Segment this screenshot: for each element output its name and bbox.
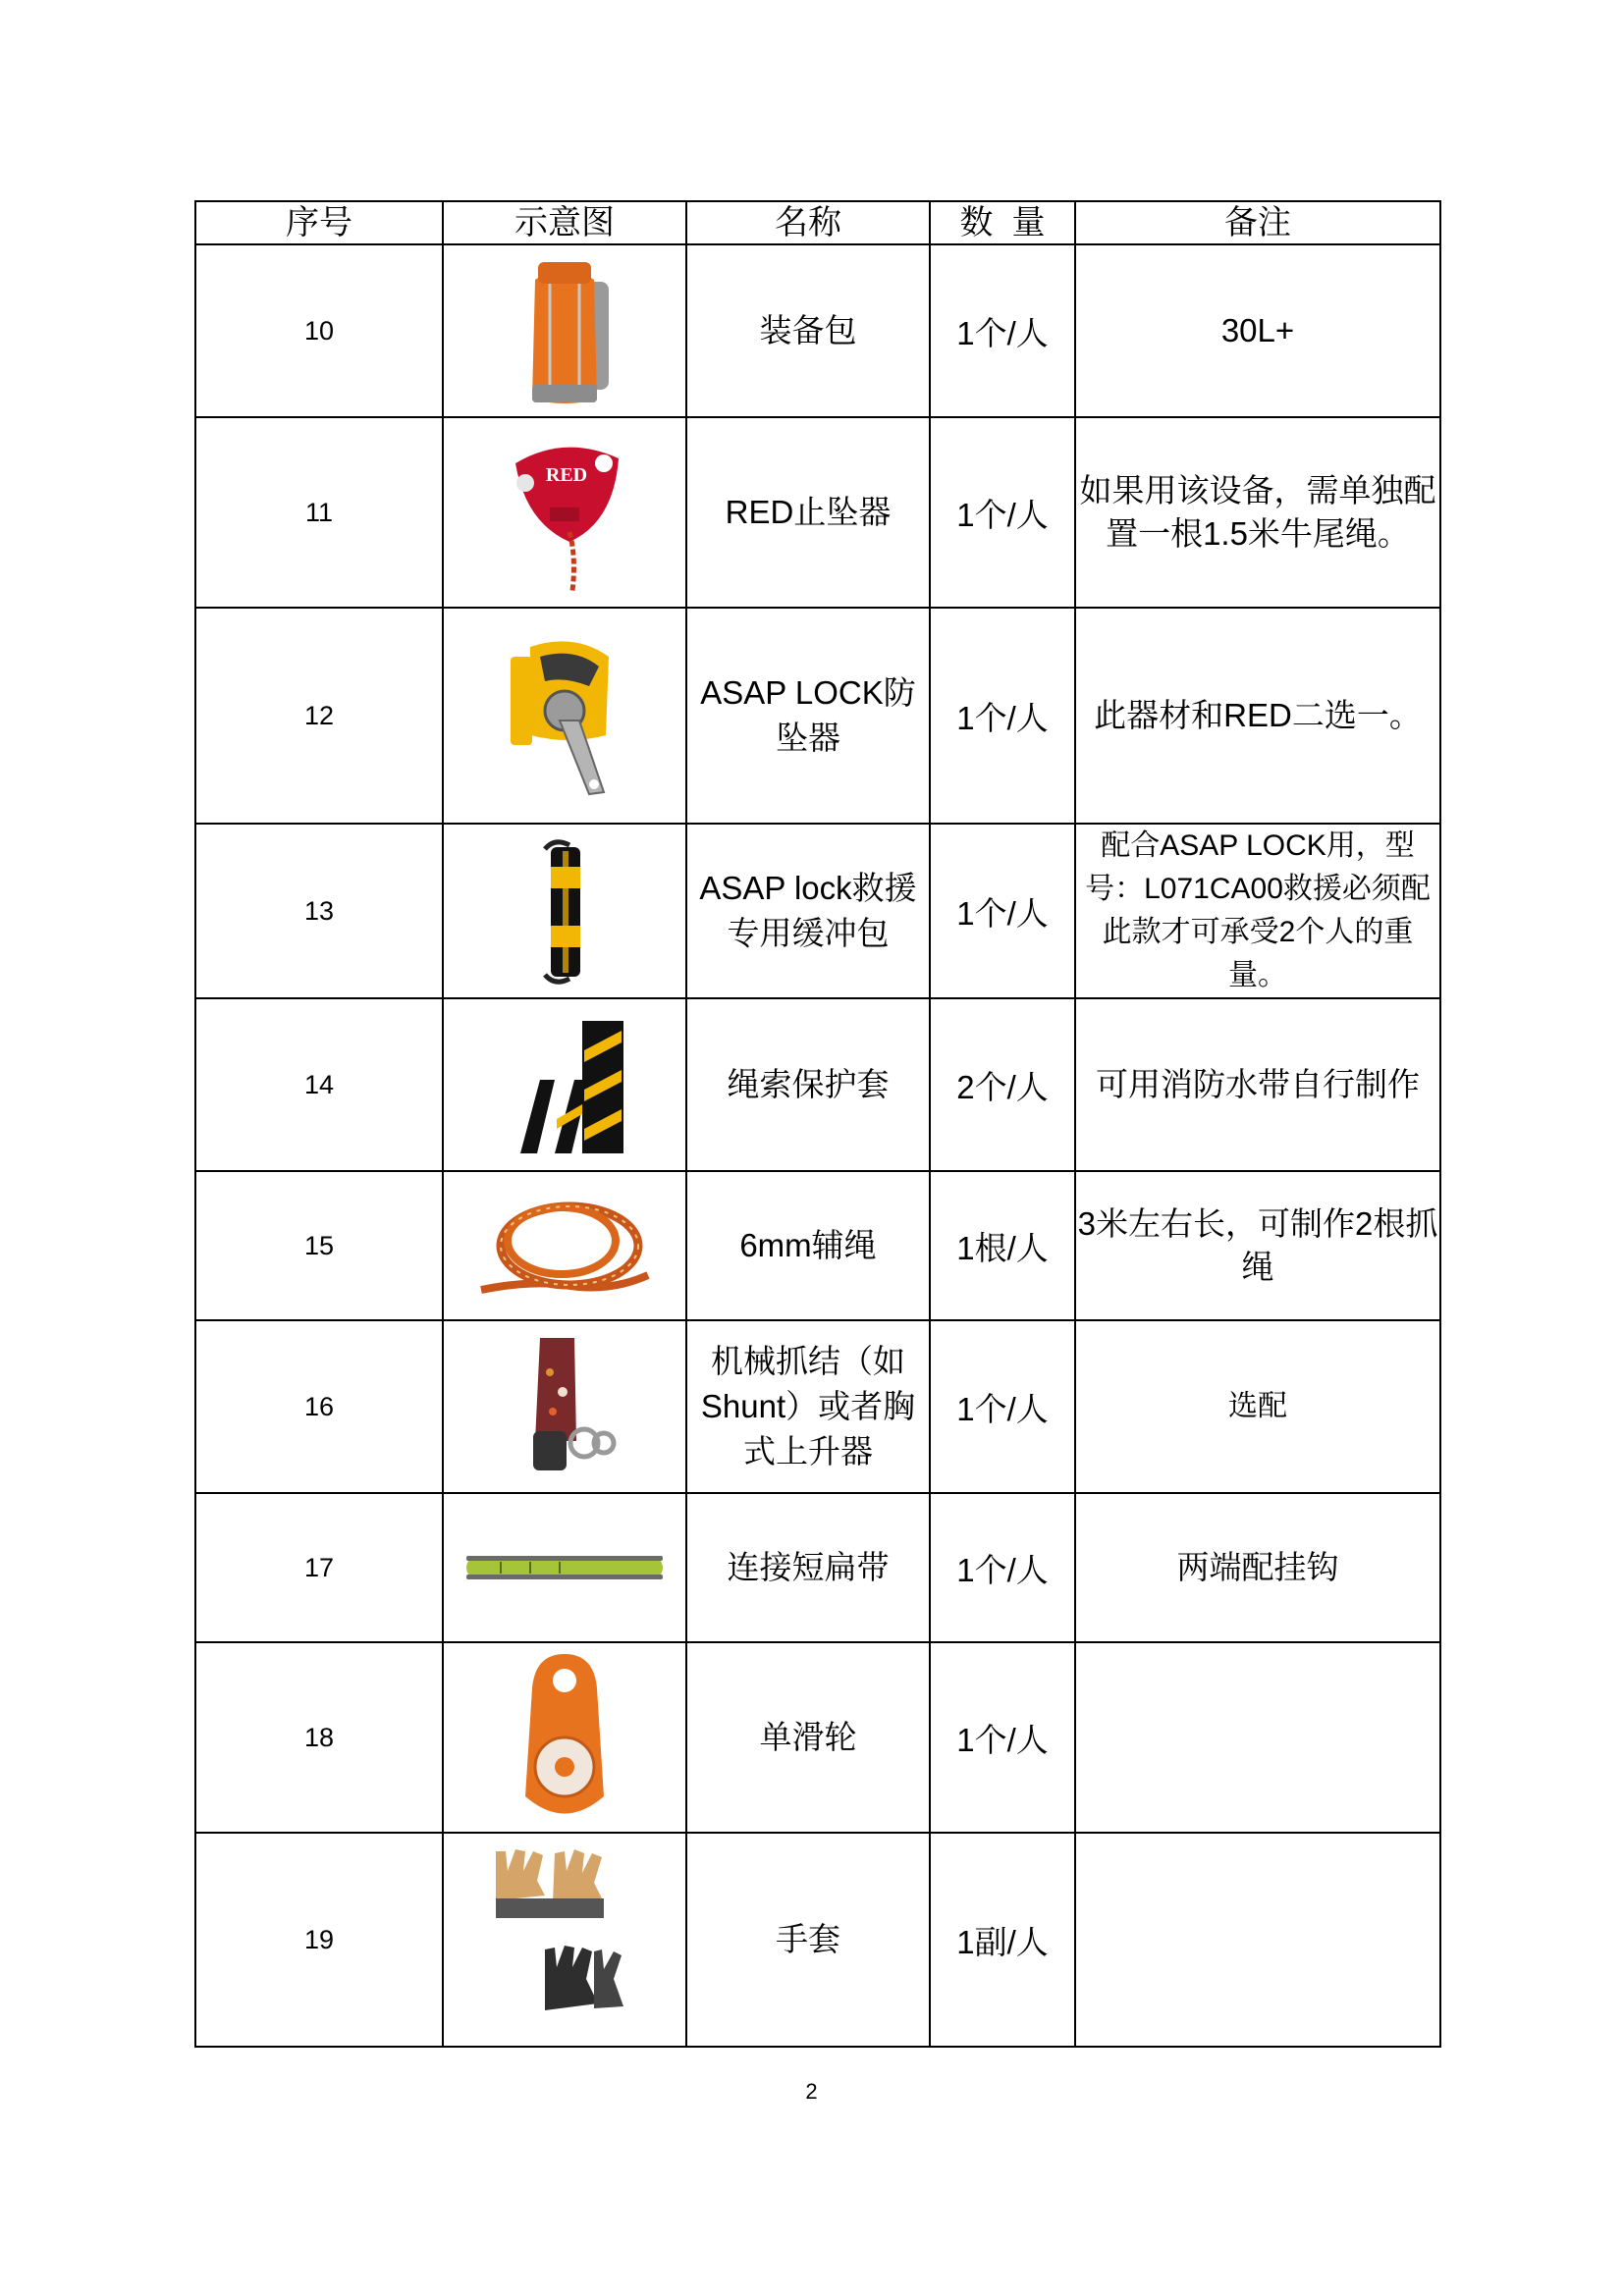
row-name: 单滑轮 (686, 1642, 930, 1833)
row-note: 可用消防水带自行制作 (1075, 998, 1440, 1171)
row-index: 16 (195, 1320, 443, 1493)
table-header-row (195, 201, 1440, 244)
row-name: 6mm辅绳 (686, 1171, 930, 1320)
row-name: 手套 (686, 1833, 930, 2047)
shunt-icon (506, 1333, 623, 1480)
row-name: 机械抓结（如Shunt）或者胸式上升器 (686, 1320, 930, 1493)
row-note (1075, 1642, 1440, 1833)
row-quantity: 1个/人 (930, 824, 1075, 998)
table-row (195, 1833, 1440, 2047)
table-row (195, 608, 1440, 824)
row-name: 连接短扁带 (686, 1493, 930, 1642)
pulley-icon (511, 1649, 619, 1826)
row-name: 装备包 (686, 244, 930, 417)
row-note: 30L+ (1075, 244, 1440, 417)
table-row (195, 824, 1440, 998)
row-index: 12 (195, 608, 443, 824)
table-row (195, 1171, 1440, 1320)
energy-absorber-icon (525, 837, 604, 985)
row-index: 15 (195, 1171, 443, 1320)
svg-text:RED: RED (545, 464, 588, 486)
table-row (195, 244, 1440, 417)
row-index: 19 (195, 1833, 443, 2047)
header-note: 备注 (1075, 201, 1440, 244)
table-row (195, 1320, 1440, 1493)
row-quantity: 1根/人 (930, 1171, 1075, 1320)
row-note: 如果用该设备，需单独配置一根1.5米牛尾绳。 (1075, 417, 1440, 608)
row-name: RED止坠器 (686, 417, 930, 608)
table-row (195, 1493, 1440, 1642)
row-index: 14 (195, 998, 443, 1171)
page-number: 2 (805, 2079, 818, 2104)
row-quantity: 2个/人 (930, 998, 1075, 1171)
header-index: 序号 (195, 201, 443, 244)
row-index: 17 (195, 1493, 443, 1642)
header-quantity: 数 量 (930, 201, 1075, 244)
table-row (195, 1642, 1440, 1833)
row-quantity: 1个/人 (930, 417, 1075, 608)
row-note: 选配 (1075, 1320, 1440, 1493)
row-name: ASAP lock救援专用缓冲包 (686, 824, 930, 998)
row-quantity: 1个/人 (930, 1642, 1075, 1833)
sling-icon (461, 1548, 668, 1587)
row-name: ASAP LOCK防坠器 (686, 608, 930, 824)
row-note: 配合ASAP LOCK用，型号：L071CA00救援必须配此款才可承受2个人的重量。 (1075, 824, 1440, 998)
row-index: 13 (195, 824, 443, 998)
equipment-table (194, 200, 1441, 2048)
table-row (195, 998, 1440, 1171)
row-quantity: 1副/人 (930, 1833, 1075, 2047)
rope-protector-icon (496, 1011, 633, 1158)
row-index: 18 (195, 1642, 443, 1833)
asap-lock-icon (496, 627, 633, 804)
row-index: 11 (195, 417, 443, 608)
header-diagram: 示意图 (443, 201, 686, 244)
row-index: 10 (195, 244, 443, 417)
row-note: 3米左右长，可制作2根抓绳 (1075, 1171, 1440, 1320)
row-note: 此器材和RED二选一。 (1075, 608, 1440, 824)
row-quantity: 1个/人 (930, 608, 1075, 824)
header-name: 名称 (686, 201, 930, 244)
row-note: 两端配挂钩 (1075, 1493, 1440, 1642)
table-row (195, 417, 1440, 608)
row-quantity: 1个/人 (930, 1493, 1075, 1642)
row-quantity: 1个/人 (930, 244, 1075, 417)
row-note (1075, 1833, 1440, 2047)
row-name: 绳索保护套 (686, 998, 930, 1171)
gloves-icon (466, 1842, 663, 2038)
backpack-icon (511, 252, 619, 409)
row-quantity: 1个/人 (930, 1320, 1075, 1493)
cord-coil-icon (471, 1187, 658, 1305)
red-fall-arrester-icon (496, 434, 633, 591)
